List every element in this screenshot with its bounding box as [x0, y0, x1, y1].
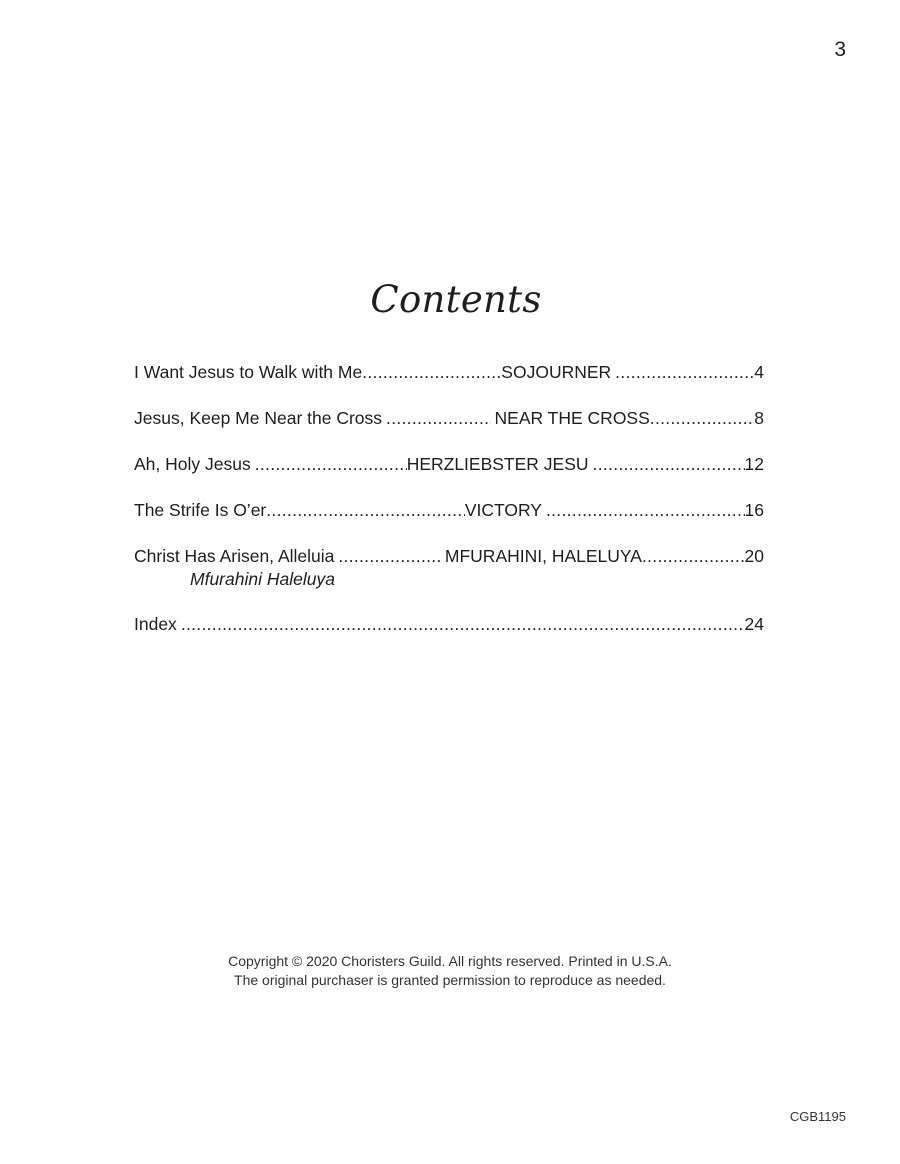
toc-entry	[134, 360, 764, 384]
toc-entry-page: 20	[744, 546, 764, 566]
dot-leader	[251, 452, 407, 476]
copyright-line: Copyright © 2020 Choristers Guild. All rights reserved. Printed in U.S.A.	[228, 953, 672, 969]
dot-leader	[589, 452, 745, 476]
toc-entry-page: 4	[754, 362, 764, 382]
toc-entry-title: Jesus, Keep Me Near the Cross	[134, 408, 383, 428]
toc-entry-tune: HERZLIEBSTER JESU	[406, 454, 589, 474]
toc-entry-index	[134, 612, 764, 636]
toc-entry-title: Index	[134, 614, 177, 634]
catalog-code: CGB1195	[789, 1109, 846, 1124]
toc-entry	[134, 544, 764, 590]
copyright-notice	[0, 952, 900, 990]
toc-entry	[134, 452, 764, 476]
dot-leader	[611, 360, 754, 384]
toc-entry-tune: MFURAHINI, HALELUYA	[444, 546, 642, 566]
toc-entry-page: 8	[754, 408, 764, 428]
dot-leader	[266, 498, 465, 522]
toc-entry-tune: SOJOURNER	[501, 362, 612, 382]
dot-leader	[177, 612, 745, 636]
toc-entry-title: I Want Jesus to Walk with Me	[134, 362, 363, 382]
dot-leader	[362, 360, 501, 384]
dot-leader	[542, 498, 745, 522]
page-number: 3	[834, 38, 846, 61]
table-of-contents	[134, 360, 764, 636]
toc-entry-page: 16	[744, 500, 764, 520]
toc-entry-page: 12	[744, 454, 764, 474]
dot-leader	[650, 406, 754, 430]
toc-entry-title: The Strife Is O’er	[134, 500, 267, 520]
permission-line: The original purchaser is granted permission to reproduce as needed.	[234, 972, 666, 988]
page-title: Contents	[370, 278, 542, 321]
toc-entry-page: 24	[744, 614, 764, 634]
dot-leader	[382, 406, 490, 430]
toc-entry-title: Ah, Holy Jesus	[134, 454, 251, 474]
toc-entry-tune: NEAR THE CROSS	[494, 408, 650, 428]
toc-entry-title: Christ Has Arisen, Alleluia	[134, 546, 335, 566]
dot-leader	[334, 544, 441, 568]
toc-entry-tune: VICTORY	[464, 500, 542, 520]
toc-entry	[134, 498, 764, 522]
dot-leader	[642, 544, 745, 568]
toc-entry-subtitle: Mfurahini Haleluya	[190, 569, 335, 589]
toc-entry	[134, 406, 764, 430]
